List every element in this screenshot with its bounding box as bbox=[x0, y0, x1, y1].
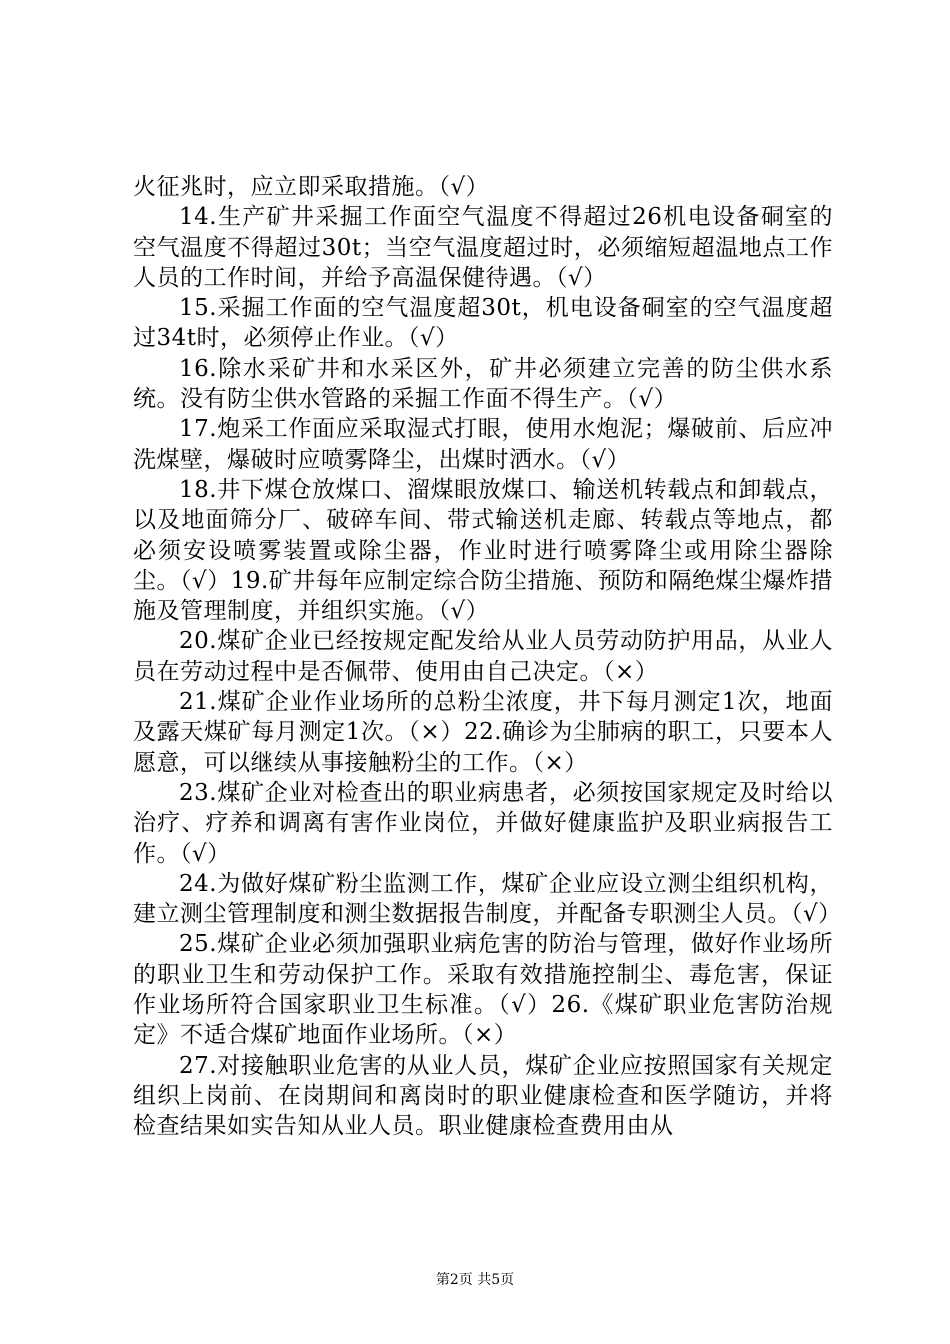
paragraph-2: 14.生产矿井采掘工作面空气温度不得超过26机电设备硐室的空气温度不得超过30t；当空气温度超过时，必须缩短超温地点工作人员的工作时间，并给予高温保健待遇。（√） bbox=[133, 204, 833, 291]
paragraph-3: 15.采掘工作面的空气温度超30t，机电设备硐室的空气温度超过34t时，必须停止作业。（√） bbox=[133, 295, 833, 352]
paragraph-6: 18.井下煤仓放煤口、溜煤眼放煤口、输送机转载点和卸载点，以及地面筛分厂、破碎车间、带式输送机走廊、转载点等地点，都必须安设喷雾装置或除尘器，作业时进行喷雾降尘或用除尘器除尘。（√）19.矿井每年应制定综合防尘措施、预防和隔绝煤尘爆炸措施及管理制度，并组织实施。（√） bbox=[133, 476, 833, 625]
paragraph-5: 17.炮采工作面应采取湿式打眼，使用水炮泥；爆破前、后应冲洗煤壁，爆破时应喷雾降尘，出煤时洒水。（√） bbox=[133, 416, 833, 473]
paragraph-8: 21.煤矿企业作业场所的总粉尘浓度，井下每月测定1次，地面及露天煤矿每月测定1次。（×）22.确诊为尘肺病的职工，只要本人愿意，可以继续从事接触粉尘的工作。（×） bbox=[133, 689, 833, 776]
paragraph-1: 火征兆时，应立即采取措施。（√） bbox=[133, 174, 490, 200]
paragraph-10: 24.为做好煤矿粉尘监测工作，煤矿企业应设立测尘组织机构，建立测尘管理制度和测尘数据报告制度，并配备专职测尘人员。（√） bbox=[133, 870, 842, 928]
paragraph-9: 23.煤矿企业对检查出的职业病患者，必须按国家规定及时给以治疗、疗养和调离有害作业岗位，并做好健康监护及职业病报告工作。（√） bbox=[133, 779, 833, 867]
paragraph-4: 16.除水采矿井和水采区外，矿井必须建立完善的防尘供水系统。没有防尘供水管路的采掘工作面不得生产。（√） bbox=[133, 355, 833, 413]
document-body bbox=[133, 172, 842, 1142]
paragraph-7: 20.煤矿企业已经按规定配发给从业人员劳动防护用品，从业人员在劳动过程中是否佩带、使用由自己决定。（×） bbox=[133, 628, 833, 685]
paragraph-11: 25.煤矿企业必须加强职业病危害的防治与管理，做好作业场所的职业卫生和劳动保护工作。采取有效措施控制尘、毒危害，保证作业场所符合国家职业卫生标准。（√）26.《煤矿职业危害防治规定》不适合煤矿地面作业场所。（×） bbox=[133, 931, 833, 1049]
paragraph-12: 27.对接触职业危害的从业人员，煤矿企业应按照国家有关规定组织上岗前、在岗期间和离岗时的职业健康检查和医学随访，并将检查结果如实告知从业人员。职业健康检查费用由从 bbox=[133, 1052, 833, 1140]
page-footer: 第2页 共5页 bbox=[435, 1272, 515, 1288]
